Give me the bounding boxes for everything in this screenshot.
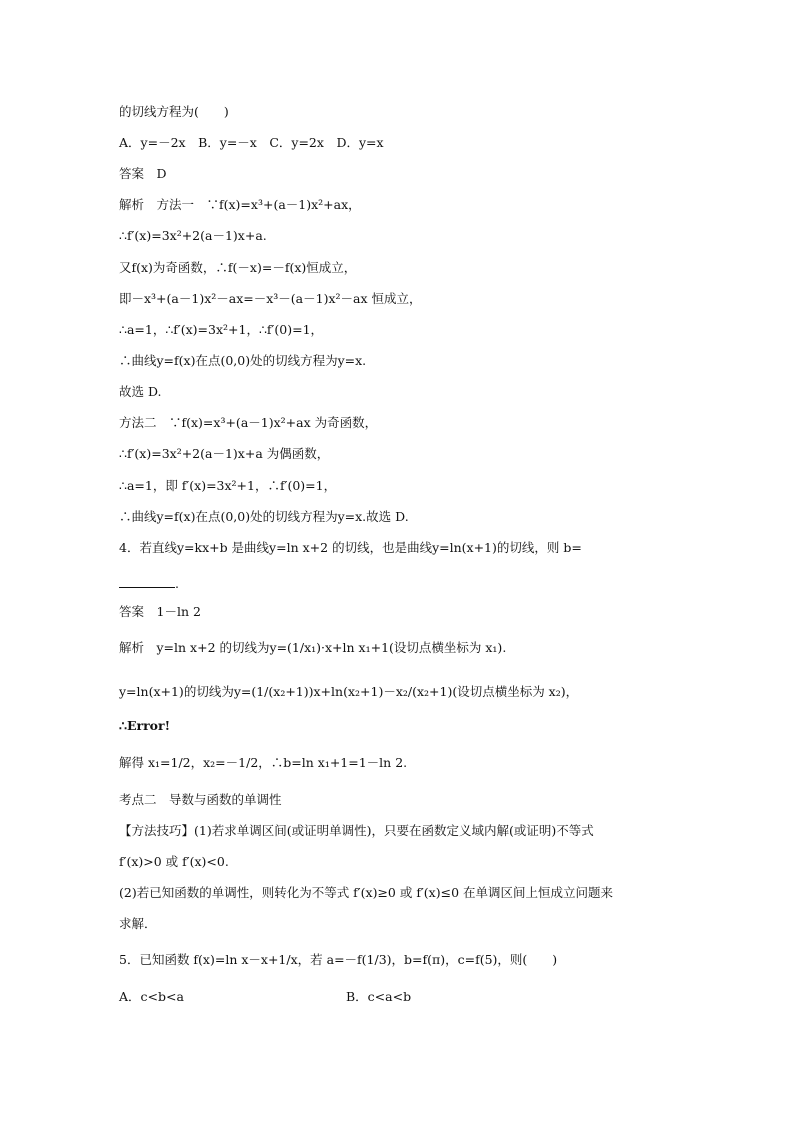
text-line: 5．已知函数 f(x)=ln x－x+1/x，若 a=－f(1/3)，b=f(π)，c=f(5)，则( ) — [119, 952, 558, 967]
text-line: A．y=－2x B．y=－x C．y=2x D．y=x — [119, 135, 384, 150]
text-line: 【方法技巧】(1)若求单调区间(或证明单调性)，只要在函数定义域内解(或证明)不等式 — [119, 823, 594, 838]
text-line: ∴a=1，即 f′(x)=3x²+1，∴f′(0)=1， — [119, 478, 337, 493]
text-line: 即－x³+(a－1)x²－ax=－x³－(a－1)x²－ax 恒成立， — [119, 291, 422, 306]
text-line: (2)若已知函数的单调性，则转化为不等式 f′(x)≥0 或 f′(x)≤0 在单调区间上恒成立问题来 — [119, 885, 613, 900]
text-line: ∴曲线y=f(x)在点(0,0)处的切线方程为y=x.故选 D. — [119, 509, 409, 524]
blank-suffix: . — [175, 576, 179, 591]
text-line: 故选 D. — [119, 384, 162, 399]
text-line: 答案 D — [119, 166, 167, 181]
text-line: 又f(x)为奇函数，∴f(－x)=－f(x)恒成立， — [119, 260, 357, 275]
text-line: ∴f′(x)=3x²+2(a－1)x+a 为偶函数， — [119, 446, 330, 461]
choice-options-row-b — [346, 989, 411, 1005]
text-line: 解析 方法一 ∵f(x)=x³+(a－1)x²+ax， — [119, 197, 361, 212]
text-line: 的切线方程为( ) — [119, 104, 229, 119]
text-line: 答案 1－ln 2 — [119, 604, 201, 619]
text-line: 解得 x₁=1/2，x₂=－1/2，∴b=ln x₁+1=1－ln 2. — [119, 755, 408, 770]
text-line: ∴f′(x)=3x²+2(a－1)x+a. — [119, 228, 267, 243]
text-line: ∴曲线y=f(x)在点(0,0)处的切线方程为y=x. — [119, 353, 367, 368]
text-line: 求解． — [119, 916, 157, 931]
answer-blank-line — [119, 575, 179, 592]
text-line: ∴Error! — [119, 718, 171, 733]
text-line: y=ln(x+1)的切线为y=(1/(x₂+1))x+ln(x₂+1)－x₂/(x₂+1)(设切点横坐标为 x₂)， — [119, 684, 579, 699]
text-line: 4．若直线y=kx+b 是曲线y=ln x+2 的切线，也是曲线y=ln(x+1)的切线，则 b= — [119, 540, 582, 555]
text-line: ∴a=1，∴f′(x)=3x²+1，∴f′(0)=1， — [119, 322, 324, 337]
text-line: 方法二 ∵f(x)=x³+(a－1)x²+ax 为奇函数， — [119, 415, 378, 430]
text-line: f′(x)>0 或 f′(x)<0. — [119, 854, 229, 869]
text-line: 考点二 导数与函数的单调性 — [119, 792, 282, 807]
choice-options-row — [119, 989, 184, 1005]
text-line: 解析 y=ln x+2 的切线为y=(1/x₁)·x+ln x₁+1(设切点横坐标为 x₁). — [119, 640, 507, 655]
option-a: A．c<b<a — [119, 989, 184, 1004]
option-b: B．c<a<b — [346, 989, 412, 1004]
fill-in-blank — [119, 575, 175, 588]
